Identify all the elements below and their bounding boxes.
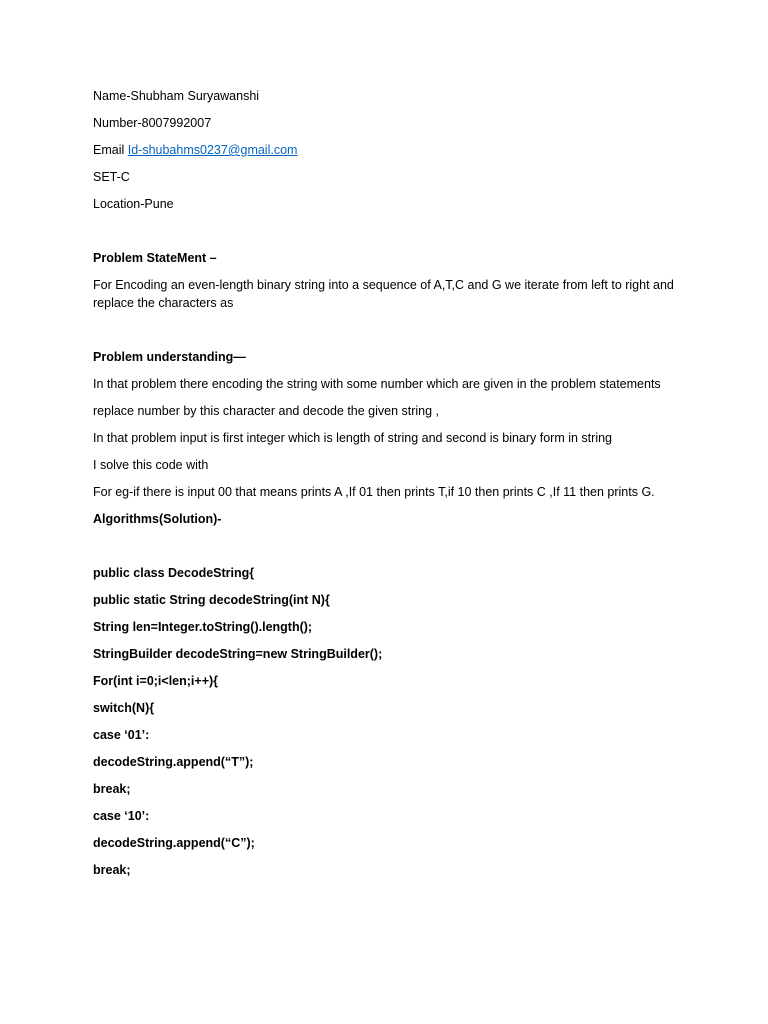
name-line: Name-Shubham Suryawanshi <box>93 89 260 103</box>
code-line: decodeString.append(“T”); <box>93 755 254 769</box>
email-link[interactable]: Id-shubahms0237@gmail.com <box>127 143 298 157</box>
email-prefix: Email <box>93 143 128 157</box>
understanding-paragraph: replace number by this character and decode the given string , <box>93 404 440 418</box>
code-line: break; <box>93 863 131 877</box>
code-line: case ‘01’: <box>93 728 150 742</box>
code-line: String len=Integer.toString().length(); <box>93 620 313 634</box>
understanding-paragraph: In that problem input is first integer which is length of string and second is binary form in string <box>93 431 613 445</box>
problem-understanding-heading: Problem understanding— <box>93 350 246 364</box>
email-line <box>93 141 693 159</box>
problem-statement-heading: Problem StateMent – <box>93 251 217 265</box>
understanding-paragraph: In that problem there encoding the string with some number which are given in the problem statements <box>93 377 661 391</box>
code-line: For(int i=0;i<len;i++){ <box>93 674 219 688</box>
location-line: Location-Pune <box>93 197 174 211</box>
algorithm-heading: Algorithms(Solution)- <box>93 512 222 526</box>
code-line: decodeString.append(“C”); <box>93 836 255 850</box>
code-line: public static String decodeString(int N){ <box>93 593 330 607</box>
code-line: break; <box>93 782 131 796</box>
number-line: Number-8007992007 <box>93 116 212 130</box>
code-line: switch(N){ <box>93 701 155 715</box>
code-line: StringBuilder decodeString=new StringBuilder(); <box>93 647 383 661</box>
document-content <box>93 87 693 879</box>
code-line: case ‘10’: <box>93 809 150 823</box>
set-line: SET-C <box>93 170 130 184</box>
code-line: public class DecodeString{ <box>93 566 255 580</box>
understanding-paragraph: I solve this code with <box>93 458 209 472</box>
problem-statement-text: For Encoding an even-length binary string into a sequence of A,T,C and G we iterate from left to right and replace the characters as <box>93 278 674 310</box>
understanding-paragraph: For eg-if there is input 00 that means prints A ,If 01 then prints T,if 10 then prints C ,If 11 then prints G. <box>93 485 655 499</box>
